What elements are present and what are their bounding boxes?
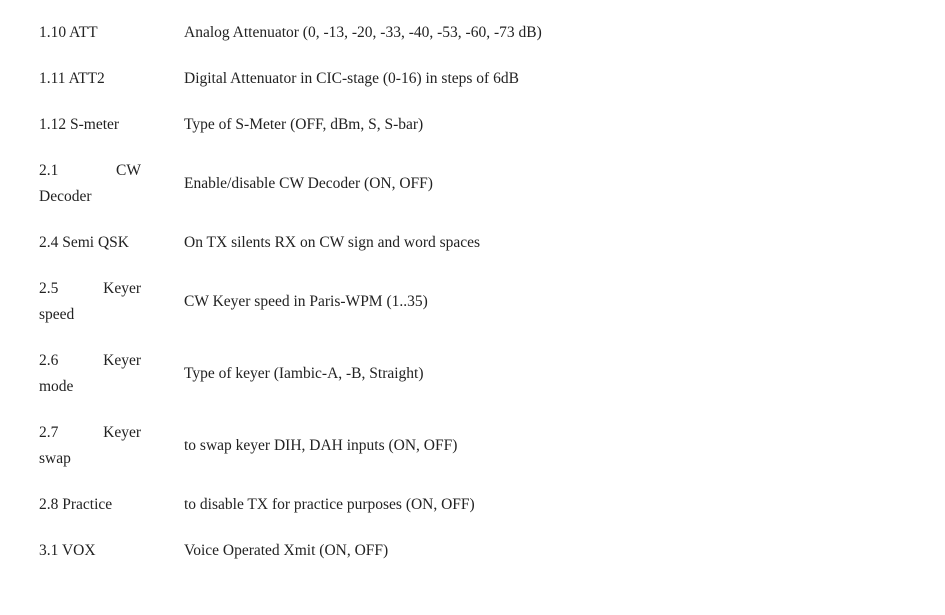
setting-description: Digital Attenuator in CIC-stage (0-16) in steps of 6dB xyxy=(184,70,519,87)
setting-key-word: Keyer xyxy=(103,352,141,369)
setting-key-line2: speed xyxy=(39,306,75,323)
setting-description: CW Keyer speed in Paris-WPM (1..35) xyxy=(184,293,428,310)
table-row xyxy=(39,10,739,56)
setting-key xyxy=(39,148,141,220)
setting-description: On TX silents RX on CW sign and word spaces xyxy=(184,234,481,251)
table-row xyxy=(39,102,739,148)
table-row xyxy=(39,148,739,220)
setting-description: Type of S-Meter (OFF, dBm, S, S-bar) xyxy=(184,116,424,133)
setting-key xyxy=(39,410,141,482)
table-row xyxy=(39,410,739,482)
setting-key: 1.10 ATT xyxy=(39,24,98,41)
setting-description: Analog Attenuator (0, -13, -20, -33, -40, -53, -60, -73 dB) xyxy=(184,24,542,41)
setting-description: Enable/disable CW Decoder (ON, OFF) xyxy=(184,175,433,192)
menu-settings-table xyxy=(39,10,739,574)
setting-key: 2.8 Practice xyxy=(39,496,113,513)
setting-key-number: 2.5 xyxy=(39,280,59,297)
table-row xyxy=(39,266,739,338)
setting-key-line2: swap xyxy=(39,450,71,467)
setting-key: 2.4 Semi QSK xyxy=(39,234,129,251)
setting-key-word: CW xyxy=(116,162,141,179)
setting-key-word: Keyer xyxy=(103,280,141,297)
setting-key-number: 2.7 xyxy=(39,424,59,441)
table-row xyxy=(39,56,739,102)
table-row xyxy=(39,528,739,574)
setting-key-number: 2.6 xyxy=(39,352,59,369)
setting-description: to disable TX for practice purposes (ON, OFF) xyxy=(184,496,475,513)
setting-key: 1.11 ATT2 xyxy=(39,70,105,87)
setting-key: 1.12 S-meter xyxy=(39,116,120,133)
setting-key xyxy=(39,338,141,410)
setting-description: to swap keyer DIH, DAH inputs (ON, OFF) xyxy=(184,437,458,454)
setting-key xyxy=(39,266,141,338)
setting-description: Type of keyer (Iambic-A, -B, Straight) xyxy=(184,365,424,382)
setting-key-line2: mode xyxy=(39,378,74,395)
setting-description: Voice Operated Xmit (ON, OFF) xyxy=(184,542,389,559)
table-row xyxy=(39,220,739,266)
setting-key: 3.1 VOX xyxy=(39,542,96,559)
setting-key-number: 2.1 xyxy=(39,162,59,179)
table-row xyxy=(39,482,739,528)
setting-key-line2: Decoder xyxy=(39,188,92,205)
setting-key-word: Keyer xyxy=(103,424,141,441)
table-row xyxy=(39,338,739,410)
